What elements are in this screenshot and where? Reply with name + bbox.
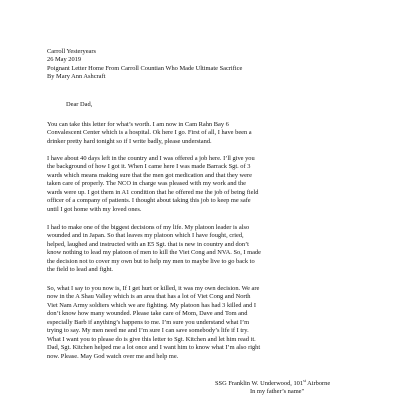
letter-paragraph-2 bbox=[47, 155, 258, 214]
publication-date: 26 May 2019 bbox=[47, 56, 82, 64]
paragraph-line: You can take this letter for what’s worth. I am now in Cam Rahn Bay 6 bbox=[47, 121, 229, 128]
paragraph-line: Viet Nam Army soldiers which we are fighting. My platoon has had 3 killed and I bbox=[47, 301, 257, 309]
letter-salutation: Dear Dad, bbox=[66, 101, 93, 108]
article-header bbox=[47, 48, 242, 82]
letter-paragraph-4 bbox=[47, 285, 260, 361]
paragraph-line: trying to say. My men need me and I’m sure I can save somebody’s life if I try. bbox=[47, 327, 249, 335]
paragraph-line: officer of a company of patients. I thought about taking this job to keep me safe bbox=[47, 197, 251, 205]
paragraph-line: Dad, Sgt. Kitchen helped me a lot once and I want him to know what I’m also right bbox=[47, 344, 261, 352]
paragraph-line: until I got home with my loved ones. bbox=[47, 205, 142, 213]
paragraph-line: helped, laughed and instructed with an E5 Sgt. that is new in country and don’t bbox=[47, 240, 249, 248]
paragraph-line: What I want you to please do is give this letter to Sgt. Kitchen and let him read it. bbox=[47, 335, 256, 343]
paragraph-line: the decision not to cover my own but to help my men to maybe live to go back to bbox=[47, 257, 255, 265]
paragraph-line: wards which means making sure that the men got medication and that they were bbox=[47, 171, 252, 179]
paragraph-line: So, what I say to you now is, If I get hurt or killed, it was my own decision. We are bbox=[47, 285, 260, 292]
publication-name: Carroll Yesteryears bbox=[47, 48, 96, 55]
paragraph-line: now. Please. May God watch over me and help me. bbox=[47, 352, 179, 360]
paragraph-line: drinker pretty hard tonight so if I write badly, please understand. bbox=[47, 137, 212, 145]
signature-line bbox=[215, 377, 331, 387]
letter-paragraph-1 bbox=[47, 121, 252, 146]
signature-unit: Airborne bbox=[305, 380, 331, 387]
paragraph-line: the field to lead and fight. bbox=[47, 266, 114, 274]
paragraph-line: know nothing to lead my platoon of men to kill the Viet Cong and NVA. So, I made bbox=[47, 249, 261, 257]
paragraph-line: especially Barb if anything’s happens to me. I’m sure you understand what I’m bbox=[47, 318, 250, 326]
article-byline: By Mary Ann Ashcraft bbox=[47, 73, 106, 81]
signature-name: SSG Franklin W. Underwood, 101 bbox=[215, 380, 304, 387]
signature-ordinal: st bbox=[303, 377, 306, 383]
signature-note: In my father’s name" bbox=[250, 388, 305, 396]
paragraph-line: now in the A Shau Valley which is an area that has a lot of Viet Cong and North bbox=[47, 293, 251, 301]
letter-paragraph-3 bbox=[47, 224, 261, 275]
paragraph-line: wards were up. I got them in A1 condition that he offered me the job of being field bbox=[47, 188, 259, 196]
paragraph-line: Convalescent Center which is a hospital. Ok here I go. First of all, I have been a bbox=[47, 129, 252, 137]
paragraph-line: wounded and in Japan. So that leaves my platoon which I have fought, cried, bbox=[47, 232, 244, 240]
paragraph-line: don’t know how many wounded. Please take care of Mom, Dave and Tom and bbox=[47, 310, 248, 318]
paragraph-line: the background of how I got it. When I came here I was made Barrack Sgt. of 3 bbox=[47, 163, 251, 171]
paragraph-line: taken care of properly. The NCO in charge was pleased with my work and the bbox=[47, 180, 246, 188]
article-title: Poignant Letter Home From Carroll Countian Who Made Ultimate Sacrifice bbox=[47, 64, 243, 72]
paragraph-line: I had to make one of the biggest decisions of my life. My platoon leader is also bbox=[47, 224, 250, 231]
letter-signature bbox=[215, 377, 331, 397]
paragraph-line: I have about 40 days left in the country and I was offered a job here. I’ll give you bbox=[47, 155, 255, 162]
